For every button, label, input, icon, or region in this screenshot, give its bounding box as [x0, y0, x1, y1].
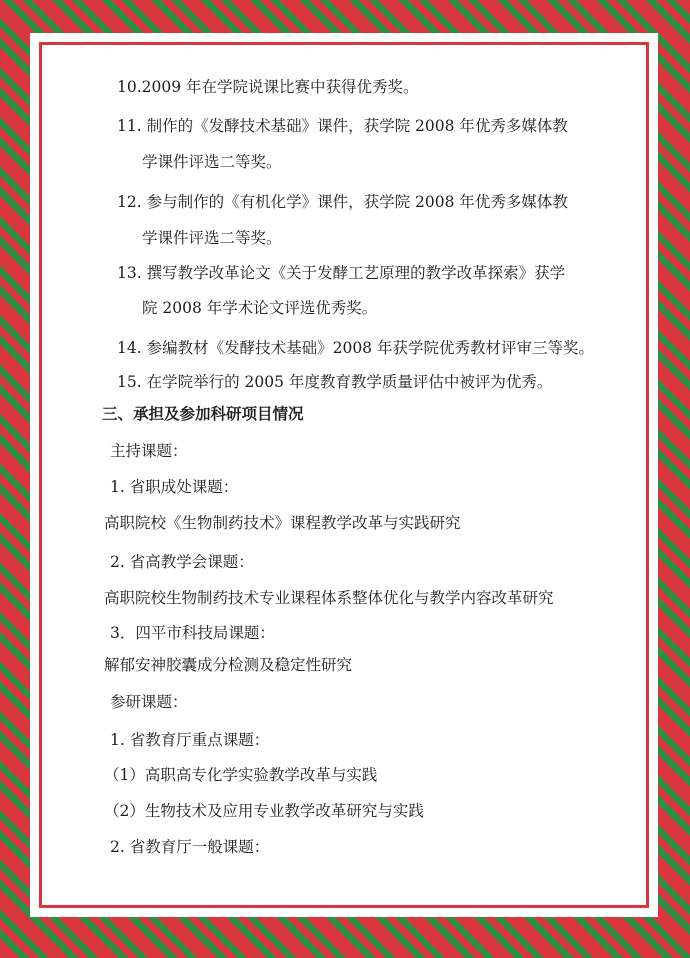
- award-text: 参编教材《发酵技术基础》2008 年获学院优秀教材评审三等奖。: [146, 339, 594, 357]
- award-item-14: [117, 338, 594, 358]
- award-number: 12.: [117, 193, 142, 211]
- section-heading: 三、承担及参加科研项目情况: [102, 404, 304, 423]
- award-item-10: [117, 77, 419, 97]
- award-item-12-continued: 学课件评选二等奖。: [142, 229, 282, 247]
- host-topic-3-label: 3．四平市科技局课题：: [110, 624, 275, 642]
- joined-topic-1-sub-2: （2）生物技术及应用专业教学改革研究与实践: [104, 802, 424, 820]
- award-item-11: [117, 116, 568, 136]
- document-page: [42, 45, 646, 905]
- award-text: 参与制作的《有机化学》课件，获学院 2008 年优秀多媒体教: [146, 193, 568, 211]
- joined-topic-1-label: 1. 省教育厅重点课题：: [110, 731, 270, 749]
- award-item-13-continued: 院 2008 年学术论文评选优秀奖。: [142, 299, 378, 317]
- host-topic-2-title: 高职院校生物制药技术专业课程体系整体优化与教学内容改革研究: [104, 589, 554, 607]
- joined-topics-label: 参研课题：: [110, 693, 188, 711]
- award-item-11-continued: 学课件评选二等奖。: [142, 153, 282, 171]
- award-number: 15.: [117, 373, 142, 391]
- host-topics-label: 主持课题：: [110, 442, 188, 460]
- host-topic-1-title: 高职院校《生物制药技术》课程教学改革与实践研究: [104, 514, 461, 532]
- award-text: 在学院举行的 2005 年度教育教学质量评估中被评为优秀。: [146, 373, 553, 391]
- award-item-15: [117, 372, 552, 392]
- host-topic-3-title: 解郁安神胶囊成分检测及稳定性研究: [104, 656, 353, 674]
- host-topic-1-label: 1. 省职成处课题：: [110, 478, 239, 496]
- joined-topic-2-label: 2. 省教育厅一般课题：: [110, 838, 270, 856]
- award-item-12: [117, 192, 568, 212]
- award-number: 13.: [117, 264, 142, 282]
- award-number: 10.: [117, 78, 142, 96]
- award-item-13: [117, 263, 565, 283]
- award-text: 制作的《发酵技术基础》课件，获学院 2008 年优秀多媒体教: [146, 117, 568, 135]
- host-topic-2-label: 2. 省高教学会课题：: [110, 553, 254, 571]
- award-text: 2009 年在学院说课比赛中获得优秀奖。: [141, 78, 419, 96]
- award-number: 14.: [117, 339, 142, 357]
- award-number: 11.: [117, 117, 142, 135]
- award-text: 撰写教学改革论文《关于发酵工艺原理的教学改革探索》获学: [146, 264, 566, 282]
- joined-topic-1-sub-1: （1）高职高专化学实验教学改革与实践: [104, 766, 378, 784]
